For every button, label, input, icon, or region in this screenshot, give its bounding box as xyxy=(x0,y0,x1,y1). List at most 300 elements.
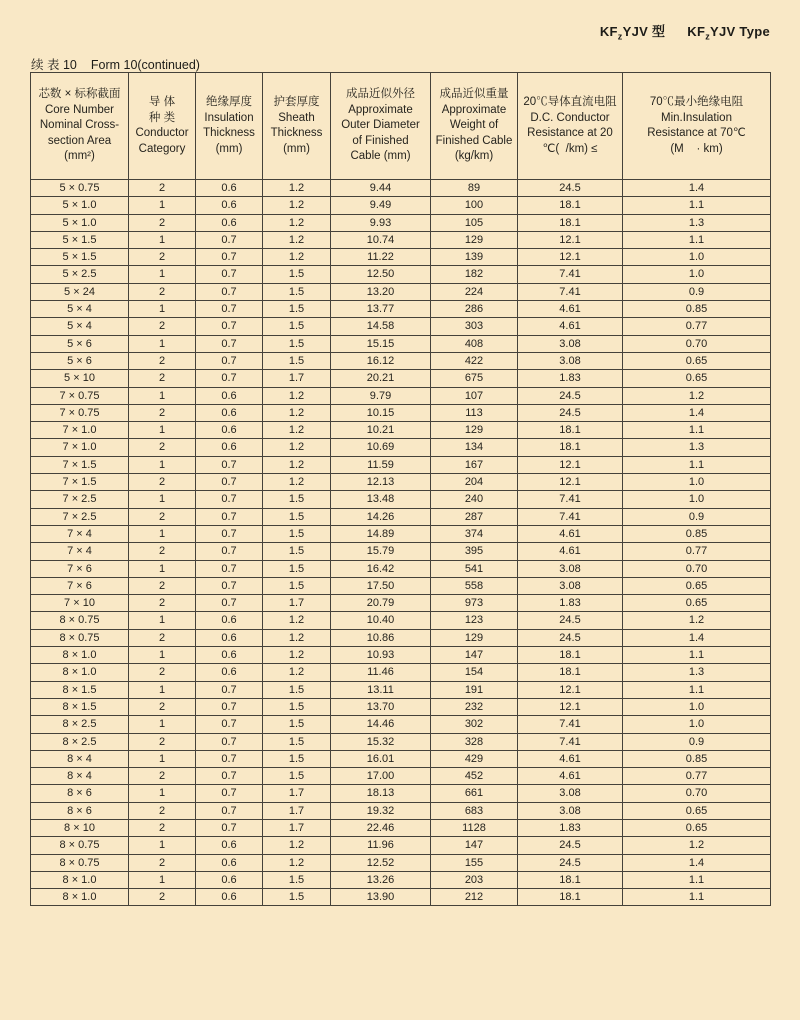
cell: 0.70 xyxy=(623,785,771,802)
column-header-conductor-category xyxy=(129,73,196,180)
cell: 5 × 4 xyxy=(31,318,129,335)
cell: 7.41 xyxy=(518,733,623,750)
cell: 7 × 1.5 xyxy=(31,474,129,491)
cell: 10.93 xyxy=(331,647,431,664)
cell: 4.61 xyxy=(518,301,623,318)
cell: 5 × 24 xyxy=(31,283,129,300)
table-row xyxy=(31,491,771,508)
cell: 14.89 xyxy=(331,525,431,542)
cell: 1.0 xyxy=(623,491,771,508)
cell: 14.26 xyxy=(331,508,431,525)
cell: 0.65 xyxy=(623,819,771,836)
cell: 2 xyxy=(129,180,196,197)
cell: 0.77 xyxy=(623,543,771,560)
cell: 224 xyxy=(431,283,518,300)
cell: 13.48 xyxy=(331,491,431,508)
cell: 204 xyxy=(431,474,518,491)
cell: 0.6 xyxy=(196,439,263,456)
column-header-line: 70℃最小绝缘电阻 xyxy=(649,96,744,108)
cell: 1.1 xyxy=(623,197,771,214)
cell: 8 × 0.75 xyxy=(31,854,129,871)
cell: 1 xyxy=(129,560,196,577)
cell: 429 xyxy=(431,750,518,767)
cell: 113 xyxy=(431,404,518,421)
cell: 374 xyxy=(431,525,518,542)
cell: 13.70 xyxy=(331,698,431,715)
column-header-line: 绝缘厚度 xyxy=(206,96,252,108)
column-header-line: Sheath xyxy=(278,111,315,124)
cell: 0.6 xyxy=(196,197,263,214)
cell: 1.5 xyxy=(263,301,331,318)
cell: 0.6 xyxy=(196,889,263,906)
column-header-line: of Finished xyxy=(352,134,409,147)
cell: 203 xyxy=(431,871,518,888)
cell: 7 × 2.5 xyxy=(31,491,129,508)
cell: 18.1 xyxy=(518,889,623,906)
cell: 1.5 xyxy=(263,698,331,715)
table-row xyxy=(31,387,771,404)
cell: 303 xyxy=(431,318,518,335)
cell: 0.6 xyxy=(196,837,263,854)
cell: 12.1 xyxy=(518,249,623,266)
table-row xyxy=(31,422,771,439)
cell: 10.69 xyxy=(331,439,431,456)
cell: 7.41 xyxy=(518,266,623,283)
cell: 1.5 xyxy=(263,352,331,369)
cell: 129 xyxy=(431,629,518,646)
cell: 1 xyxy=(129,785,196,802)
cell: 8 × 0.75 xyxy=(31,612,129,629)
cell: 1 xyxy=(129,491,196,508)
cell: 3.08 xyxy=(518,785,623,802)
cell: 0.7 xyxy=(196,716,263,733)
cell: 1 xyxy=(129,871,196,888)
cell: 558 xyxy=(431,577,518,594)
cable-spec-table xyxy=(30,72,771,906)
cell: 4.61 xyxy=(518,768,623,785)
cell: 11.96 xyxy=(331,837,431,854)
table-body xyxy=(31,180,771,906)
column-header-line: 导 体 xyxy=(148,96,176,108)
cell: 1.3 xyxy=(623,664,771,681)
cell: 2 xyxy=(129,283,196,300)
cell: 12.50 xyxy=(331,266,431,283)
cell: 0.7 xyxy=(196,370,263,387)
cell: 7 × 4 xyxy=(31,543,129,560)
cell: 12.1 xyxy=(518,698,623,715)
cell: 1 xyxy=(129,612,196,629)
cell: 1.2 xyxy=(263,249,331,266)
cell: 1.2 xyxy=(263,387,331,404)
cell: 18.1 xyxy=(518,664,623,681)
cell: 2 xyxy=(129,768,196,785)
cell: 8 × 6 xyxy=(31,802,129,819)
cell: 15.15 xyxy=(331,335,431,352)
cell: 0.7 xyxy=(196,768,263,785)
cell: 395 xyxy=(431,543,518,560)
cell: 16.12 xyxy=(331,352,431,369)
cell: 0.7 xyxy=(196,560,263,577)
cell: 2 xyxy=(129,595,196,612)
cell: 0.7 xyxy=(196,508,263,525)
cell: 1.0 xyxy=(623,474,771,491)
cell: 0.7 xyxy=(196,681,263,698)
cell: 1.0 xyxy=(623,266,771,283)
cell: 8 × 0.75 xyxy=(31,629,129,646)
column-header-line: (kg/km) xyxy=(454,150,494,163)
cell: 22.46 xyxy=(331,819,431,836)
cell: 1.7 xyxy=(263,370,331,387)
cell: 1.1 xyxy=(623,647,771,664)
cell: 1.5 xyxy=(263,508,331,525)
table-row xyxy=(31,439,771,456)
cell: 0.6 xyxy=(196,871,263,888)
table-row xyxy=(31,560,771,577)
column-header-line: Cable (mm) xyxy=(350,150,411,163)
cell: 13.20 xyxy=(331,283,431,300)
page-type-label xyxy=(600,21,770,40)
table-row xyxy=(31,612,771,629)
cell: 19.32 xyxy=(331,802,431,819)
cell: 8 × 1.5 xyxy=(31,698,129,715)
cell: 18.13 xyxy=(331,785,431,802)
cell: 8 × 4 xyxy=(31,750,129,767)
column-header-insulation-thickness xyxy=(196,73,263,180)
cell: 5 × 6 xyxy=(31,352,129,369)
column-header-line: 20℃导体直流电阻 xyxy=(523,96,617,108)
table-header xyxy=(31,73,771,180)
cell: 0.7 xyxy=(196,249,263,266)
cell: 7 × 0.75 xyxy=(31,387,129,404)
cell: 100 xyxy=(431,197,518,214)
cell: 1 xyxy=(129,525,196,542)
column-header-line: 种 类 xyxy=(148,111,176,124)
type-label-en: $KF_zYJV$ Type xyxy=(687,24,770,42)
cell: 2 xyxy=(129,577,196,594)
cell: 1.5 xyxy=(263,491,331,508)
table-row xyxy=(31,871,771,888)
cell: 0.7 xyxy=(196,474,263,491)
cell: 3.08 xyxy=(518,352,623,369)
cell: 24.5 xyxy=(518,404,623,421)
cell: 1.2 xyxy=(623,837,771,854)
cell: 0.9 xyxy=(623,508,771,525)
cell: 5 × 6 xyxy=(31,335,129,352)
table-row xyxy=(31,197,771,214)
cell: 7 × 0.75 xyxy=(31,404,129,421)
column-header-line: (mm) xyxy=(215,142,243,155)
cell: 24.5 xyxy=(518,612,623,629)
column-header-line: Finished Cable xyxy=(435,134,513,147)
cell: 0.65 xyxy=(623,595,771,612)
cell: 2 xyxy=(129,698,196,715)
column-header-line: ℃( /km) ≤ xyxy=(542,142,598,155)
cell: 0.65 xyxy=(623,802,771,819)
column-header-line: Min.Insulation xyxy=(661,111,732,124)
cell: 1.5 xyxy=(263,335,331,352)
cell: 4.61 xyxy=(518,318,623,335)
cell: 4.61 xyxy=(518,525,623,542)
cell: 134 xyxy=(431,439,518,456)
cell: 661 xyxy=(431,785,518,802)
cell: 2 xyxy=(129,249,196,266)
cell: 8 × 10 xyxy=(31,819,129,836)
column-header-line: (M · km) xyxy=(670,142,723,155)
cell: 24.5 xyxy=(518,387,623,404)
cell: 105 xyxy=(431,214,518,231)
cell: 0.6 xyxy=(196,387,263,404)
cell: 7 × 10 xyxy=(31,595,129,612)
cell: 0.7 xyxy=(196,301,263,318)
cell: 0.7 xyxy=(196,543,263,560)
cell: 1 xyxy=(129,266,196,283)
cell: 0.70 xyxy=(623,560,771,577)
column-header-line: Resistance at 20 xyxy=(527,127,613,139)
column-header-line: Thickness xyxy=(270,127,323,139)
cell: 18.1 xyxy=(518,647,623,664)
cell: 0.7 xyxy=(196,819,263,836)
table-row xyxy=(31,283,771,300)
cell: 11.22 xyxy=(331,249,431,266)
cell: 1.2 xyxy=(263,439,331,456)
cell: 1.5 xyxy=(263,577,331,594)
cell: 7 × 1.0 xyxy=(31,439,129,456)
cell: 1.7 xyxy=(263,595,331,612)
cell: 0.7 xyxy=(196,595,263,612)
cell: 0.85 xyxy=(623,525,771,542)
cell: 1.4 xyxy=(623,404,771,421)
table-row xyxy=(31,681,771,698)
cell: 1.4 xyxy=(623,180,771,197)
cell: 1.5 xyxy=(263,318,331,335)
table-row xyxy=(31,180,771,197)
cell: 1 xyxy=(129,387,196,404)
cell: 2 xyxy=(129,474,196,491)
cell: 3.08 xyxy=(518,335,623,352)
cell: 20.79 xyxy=(331,595,431,612)
cell: 10.15 xyxy=(331,404,431,421)
cell: 1.1 xyxy=(623,871,771,888)
cell: 7.41 xyxy=(518,283,623,300)
cell: 17.00 xyxy=(331,768,431,785)
table-caption xyxy=(31,55,200,73)
table-row xyxy=(31,647,771,664)
cell: 123 xyxy=(431,612,518,629)
cell: 240 xyxy=(431,491,518,508)
column-header-outer-diameter xyxy=(331,73,431,180)
cell: 11.46 xyxy=(331,664,431,681)
cell: 0.7 xyxy=(196,525,263,542)
cell: 18.1 xyxy=(518,214,623,231)
cell: 14.46 xyxy=(331,716,431,733)
column-header-line: 成品近似重量 xyxy=(439,88,509,101)
table-row xyxy=(31,318,771,335)
cell: 139 xyxy=(431,249,518,266)
cell: 8 × 1.0 xyxy=(31,871,129,888)
cell: 1.2 xyxy=(263,180,331,197)
cell: 1.5 xyxy=(263,266,331,283)
cell: 5 × 10 xyxy=(31,370,129,387)
cell: 107 xyxy=(431,387,518,404)
cell: 167 xyxy=(431,456,518,473)
cell: 0.9 xyxy=(623,733,771,750)
cell: 7 × 1.5 xyxy=(31,456,129,473)
column-header-line: Approximate xyxy=(441,103,507,116)
cell: 17.50 xyxy=(331,577,431,594)
cell: 129 xyxy=(431,422,518,439)
column-header-line: section Area xyxy=(47,134,112,147)
cell: 5 × 1.0 xyxy=(31,214,129,231)
cell: 1128 xyxy=(431,819,518,836)
cell: 15.79 xyxy=(331,543,431,560)
table-row xyxy=(31,474,771,491)
cell: 408 xyxy=(431,335,518,352)
cell: 1.2 xyxy=(263,422,331,439)
cell: 232 xyxy=(431,698,518,715)
cell: 0.70 xyxy=(623,335,771,352)
cell: 1 xyxy=(129,301,196,318)
cell: 12.13 xyxy=(331,474,431,491)
column-header-line: 护套厚度 xyxy=(273,96,320,108)
cell: 12.1 xyxy=(518,474,623,491)
table-row xyxy=(31,543,771,560)
cell: 1.1 xyxy=(623,456,771,473)
cell: 1.2 xyxy=(623,387,771,404)
cell: 89 xyxy=(431,180,518,197)
cell: 3.08 xyxy=(518,802,623,819)
column-header-line: Outer Diameter xyxy=(341,119,420,132)
cell: 10.74 xyxy=(331,231,431,248)
cell: 0.7 xyxy=(196,318,263,335)
cell: 2 xyxy=(129,404,196,421)
table-row xyxy=(31,352,771,369)
cell: 7 × 1.0 xyxy=(31,422,129,439)
cell: 1.2 xyxy=(263,854,331,871)
cell: 1.3 xyxy=(623,439,771,456)
cell: 0.85 xyxy=(623,750,771,767)
cell: 0.85 xyxy=(623,301,771,318)
cell: 1.2 xyxy=(263,456,331,473)
cell: 212 xyxy=(431,889,518,906)
cell: 0.6 xyxy=(196,612,263,629)
cell: 1.1 xyxy=(623,231,771,248)
cell: 1 xyxy=(129,837,196,854)
cell: 541 xyxy=(431,560,518,577)
cell: 2 xyxy=(129,819,196,836)
cell: 0.7 xyxy=(196,785,263,802)
cell: 24.5 xyxy=(518,854,623,871)
cell: 2 xyxy=(129,508,196,525)
cell: 7 × 2.5 xyxy=(31,508,129,525)
cell: 1.5 xyxy=(263,543,331,560)
cell: 1 xyxy=(129,647,196,664)
table-row xyxy=(31,456,771,473)
cell: 1.83 xyxy=(518,370,623,387)
column-header-line: Thickness xyxy=(203,127,255,139)
cell: 1 xyxy=(129,231,196,248)
cell: 20.21 xyxy=(331,370,431,387)
cell: 0.65 xyxy=(623,577,771,594)
table-row xyxy=(31,231,771,248)
cell: 1 xyxy=(129,335,196,352)
cell: 0.6 xyxy=(196,664,263,681)
cell: 5 × 1.0 xyxy=(31,197,129,214)
cell: 8 × 2.5 xyxy=(31,716,129,733)
cell: 8 × 1.5 xyxy=(31,681,129,698)
cell: 1.7 xyxy=(263,819,331,836)
table-row xyxy=(31,629,771,646)
cell: 0.6 xyxy=(196,180,263,197)
cell: 1.5 xyxy=(263,889,331,906)
cell: 1.5 xyxy=(263,525,331,542)
cell: 7.41 xyxy=(518,508,623,525)
column-header-sheath-thickness xyxy=(263,73,331,180)
cell: 1.0 xyxy=(623,716,771,733)
cell: 1.2 xyxy=(263,664,331,681)
cell: 7 × 6 xyxy=(31,560,129,577)
cell: 8 × 6 xyxy=(31,785,129,802)
table-row xyxy=(31,750,771,767)
cell: 0.7 xyxy=(196,456,263,473)
cell: 0.77 xyxy=(623,768,771,785)
cell: 1.4 xyxy=(623,629,771,646)
cell: 9.44 xyxy=(331,180,431,197)
cell: 1.2 xyxy=(263,197,331,214)
table-row xyxy=(31,508,771,525)
cell: 1.4 xyxy=(623,854,771,871)
cell: 9.49 xyxy=(331,197,431,214)
table-row xyxy=(31,577,771,594)
cell: 1.2 xyxy=(263,404,331,421)
cell: 0.77 xyxy=(623,318,771,335)
type-label-zh: $KF_zYJV$ 型 xyxy=(599,24,666,42)
cell: 8 × 1.0 xyxy=(31,889,129,906)
cell: 0.65 xyxy=(623,370,771,387)
column-header-line: Conductor xyxy=(135,127,189,139)
table-row xyxy=(31,266,771,283)
cell: 16.01 xyxy=(331,750,431,767)
cell: 1 xyxy=(129,422,196,439)
table-header-row xyxy=(31,73,771,180)
table-row xyxy=(31,335,771,352)
column-header-line: Category xyxy=(138,142,186,155)
cell: 286 xyxy=(431,301,518,318)
cell: 973 xyxy=(431,595,518,612)
cell: 1.2 xyxy=(263,474,331,491)
column-header-line: D.C. Conductor xyxy=(530,111,610,124)
cell: 24.5 xyxy=(518,837,623,854)
cell: 302 xyxy=(431,716,518,733)
table-row xyxy=(31,370,771,387)
cell: 1.5 xyxy=(263,283,331,300)
cell: 4.61 xyxy=(518,543,623,560)
cell: 0.7 xyxy=(196,491,263,508)
cell: 2 xyxy=(129,214,196,231)
cell: 8 × 2.5 xyxy=(31,733,129,750)
cell: 0.6 xyxy=(196,629,263,646)
cell: 1.5 xyxy=(263,768,331,785)
cell: 328 xyxy=(431,733,518,750)
cell: 0.7 xyxy=(196,750,263,767)
cell: 0.7 xyxy=(196,283,263,300)
table-row xyxy=(31,698,771,715)
cell: 8 × 1.0 xyxy=(31,647,129,664)
cell: 9.93 xyxy=(331,214,431,231)
cell: 154 xyxy=(431,664,518,681)
cell: 11.59 xyxy=(331,456,431,473)
cell: 1.5 xyxy=(263,871,331,888)
cell: 16.42 xyxy=(331,560,431,577)
